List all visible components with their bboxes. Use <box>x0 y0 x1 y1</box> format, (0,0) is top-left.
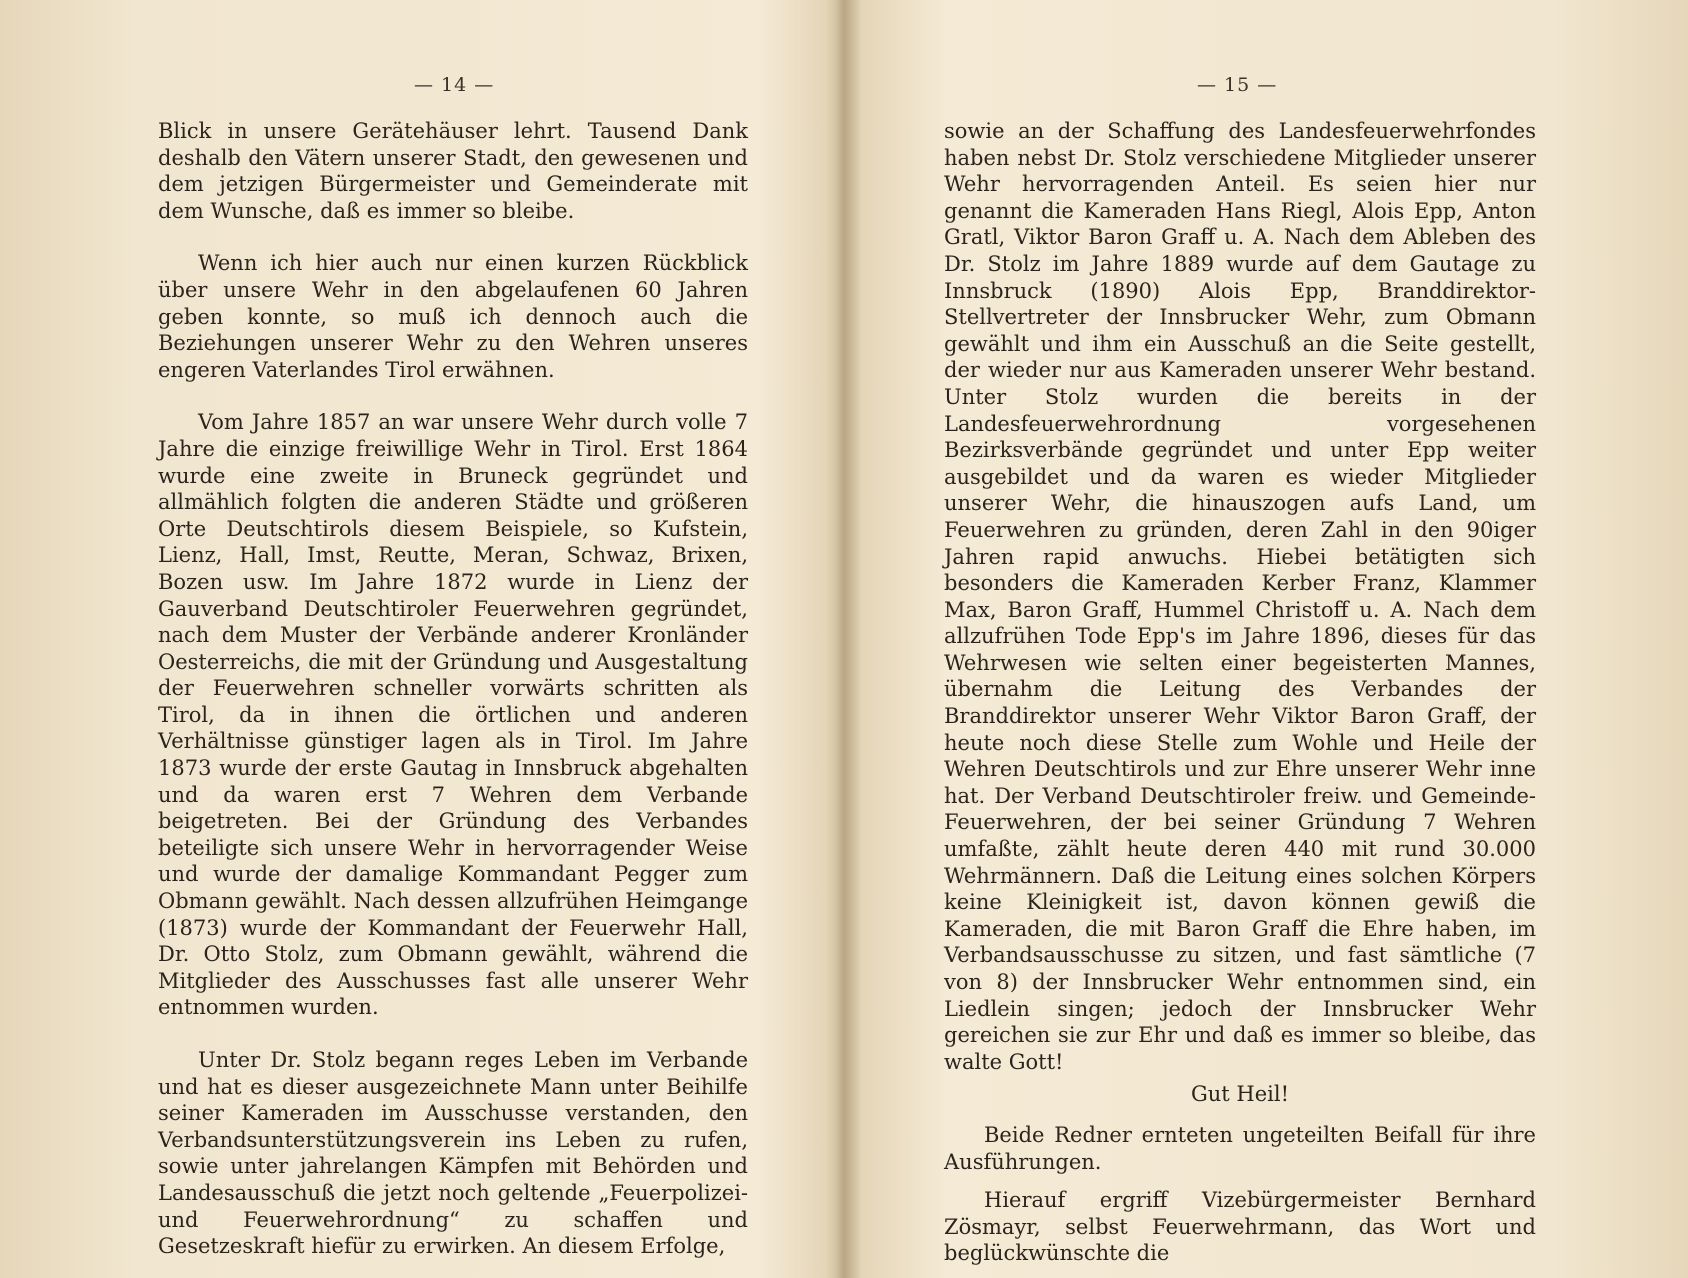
left-page-text <box>158 118 748 1260</box>
right-page <box>844 0 1688 1278</box>
paragraph-left-3: Vom Jahre 1857 an war unsere Wehr durch volle 7 Jahre die einzige freiwillige Wehr in Tirol. Erst 1864 wurde eine zweite in Bruneck gegründet und allmählich folgten die anderen Städte und größeren Orte Deutschtirols diesem Beispiele, so Kufstein, Lienz, Hall, Imst, Reutte, Meran, Schwaz, Brixen, Bozen usw. Im Jahre 1872 wurde in Lienz der Gauverband Deutschtiroler Feuerwehren gegründet, nach dem Muster der Verbände anderer Kronländer Oesterreichs, die mit der Gründung und Ausgestaltung der Feuerwehren schneller vorwärts schritten als Tirol, da in ihnen die örtlichen und anderen Verhältnisse günstiger lagen als in Tirol. Im Jahre 1873 wurde der erste Gautag in Innsbruck abgehalten und da waren erst 7 Wehren dem Verbande beigetreten. Bei der Gründung des Verbandes beteiligte sich unsere Wehr in hervorragender Weise und wurde der damalige Kommandant Pegger zum Obmann gewählt. Nach dessen allzufrühen Heimgange (1873) wurde der Kommandant der Feuerwehr Hall, Dr. Otto Stolz, zum Obmann gewählt, während die Mitglieder des Ausschusses fast alle unserer Wehr entnommen wurden. <box>158 410 748 1020</box>
right-page-text <box>944 118 1536 1267</box>
paragraph-left-1: Blick in unsere Gerätehäuser lehrt. Tausend Dank deshalb den Vätern unserer Stadt, den gewesenen und dem jetzigen Bürgermeister und Gemeinderate mit dem Wunsche, daß es immer so bleibe. <box>158 119 748 223</box>
page-number-right: — 15 — <box>1197 74 1278 96</box>
paragraph-right-3: Hierauf ergriff Vizebürgermeister Bernhard Zösmayr, selbst Feuerwehrmann, das Wort und beglückwünschte die <box>944 1188 1536 1266</box>
closing-salutation: Gut Heil! <box>1190 1082 1290 1107</box>
paragraph-left-2: Wenn ich hier auch nur einen kurzen Rückblick über unsere Wehr in den abgelaufenen 60 Jahren geben konnte, so muß ich dennoch auch die Beziehungen unserer Wehr zu den Wehren unseres engeren Vaterlandes Tirol erwähnen. <box>158 251 748 382</box>
paragraph-right-1: sowie an der Schaffung des Landesfeuerwehrfondes haben nebst Dr. Stolz verschiedene Mitglieder unserer Wehr hervorragenden Anteil. Es seien hier nur genannt die Kameraden Hans Riegl, Alois Epp, Anton Gratl, Viktor Baron Graff u. A. Nach dem Ableben des Dr. Stolz im Jahre 1889 wurde auf dem Gautage zu Innsbruck (1890) Alois Epp, Branddirektor-Stellvertreter der Innsbrucker Wehr, zum Obmann gewählt und ihm ein Ausschuß an die Seite gestellt, der wieder nur aus Kameraden unserer Wehr bestand. Unter Stolz wurden die bereits in der Landesfeuerwehrordnung vorgesehenen Bezirksverbände gegründet und unter Epp weiter ausgebildet und da waren es wieder Mitglieder unserer Wehr, die hinauszogen aufs Land, um Feuerwehren zu gründen, deren Zahl in den 90iger Jahren rapid anwuchs. Hiebei betätigten sich besonders die Kameraden Kerber Franz, Klammer Max, Baron Graff, Hummel Christoff u. A. Nach dem allzufrühen Tode Epp's im Jahre 1896, dieses für das Wehrwesen wie selten einer begeisterten Mannes, übernahm die Leitung des Verbandes der Branddirektor unserer Wehr Viktor Baron Graff, der heute noch diese Stelle zum Wohle und Heile der Wehren Deutschtirols und zur Ehre unserer Wehr inne hat. Der Verband Deutschtiroler freiw. und Gemeinde-Feuerwehren, der bei seiner Gründung 7 Wehren umfaßte, zählt heute deren 440 mit rund 30.000 Wehrmännern. Daß die Leitung eines solchen Körpers keine Kleinigkeit ist, davon können gewiß die Kameraden, die mit Baron Graff die Ehre haben, im Verbandsausschusse zu sitzen, und fast sämtliche (7 von 8) der Innsbrucker Wehr entnommen sind, ein Liedlein singen; jedoch der Innsbrucker Wehr gereichen sie zur Ehr und daß es immer so bleibe, das walte Gott! <box>944 119 1536 1074</box>
page-number-left: — 14 — <box>414 74 495 96</box>
paragraph-right-2: Beide Redner ernteten ungeteilten Beifall für ihre Ausführungen. <box>944 1122 1536 1174</box>
paragraph-left-4: Unter Dr. Stolz begann reges Leben im Verbande und hat es dieser ausgezeichnete Mann unter Beihilfe seiner Kameraden im Ausschusse verstanden, den Verbandsunterstützungsverein ins Leben zu rufen, sowie unter jahrelangen Kämpfen mit Behörden und Landesausschuß die jetzt noch geltende „Feuerpolizei- und Feuerwehrordnung“ zu schaffen und Gesetzeskraft hiefür zu erwirken. An diesem Erfolge, <box>158 1048 748 1259</box>
